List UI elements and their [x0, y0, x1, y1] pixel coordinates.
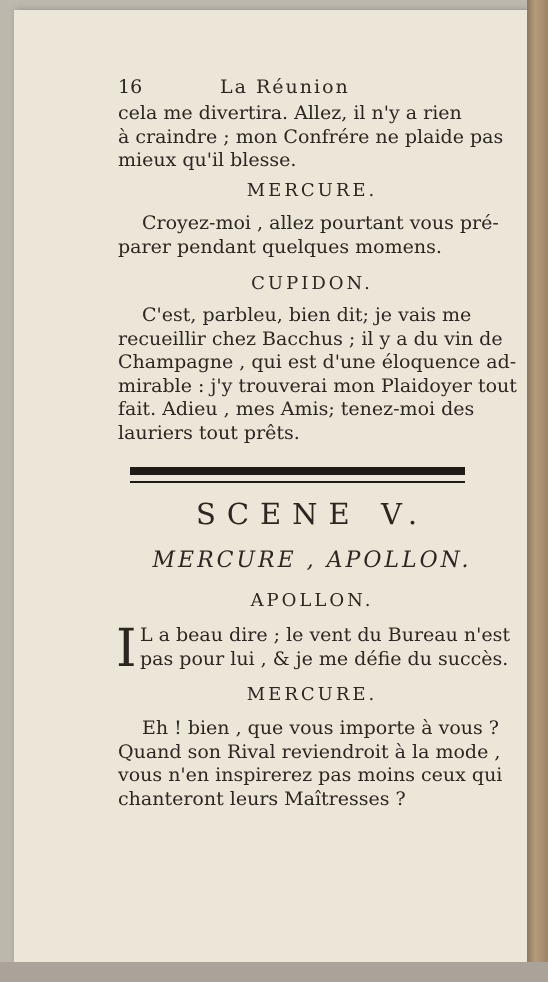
text-line: pas pour lui , & je me défie du succès.: [140, 647, 509, 670]
text-line: mirable : j'y trouverai mon Plaidoyer tout: [118, 374, 517, 397]
text-line: Quand son Rival reviendroit à la mode ,: [118, 740, 501, 763]
text-line: fait. Adieu , mes Amis; tenez-moi des: [118, 398, 475, 420]
ornament-rule: [130, 467, 465, 475]
text-line: Eh ! bien , que vous importe à vous ?: [142, 717, 499, 739]
text-line: lauriers tout prêts.: [118, 421, 300, 444]
text-line: mieux qu'il blesse.: [118, 149, 297, 171]
speaker-name: MERCURE.: [246, 180, 378, 201]
text-line: Champagne , qui est d'une éloquence ad-: [118, 351, 517, 373]
running-title: La Réunion: [220, 76, 350, 98]
drop-capital: I: [116, 619, 137, 679]
scene-title: SCENE V.: [195, 497, 429, 531]
text-line: cela me divertira. Allez, il n'y a rien: [118, 102, 462, 124]
scene-persons: MERCURE , APOLLON.: [152, 548, 472, 573]
paragraph-apollon: [140, 624, 510, 671]
speaker-name: MERCURE.: [246, 684, 378, 705]
text-line: vous n'en inspirerez pas moins ceux qui: [118, 764, 503, 786]
text-line: parer pendant quelques momens.: [118, 235, 442, 258]
paragraph-mercure-2: [118, 717, 506, 811]
text-line: recueillir chez Bacchus ; il y a du vin de: [118, 327, 503, 350]
paragraph-top: [118, 102, 506, 173]
speaker-name: APOLLON.: [250, 590, 374, 611]
book-spine: [527, 0, 548, 982]
paragraph-mercure: [118, 212, 506, 259]
paragraph-cupidon: [118, 304, 517, 445]
page-header: [118, 76, 506, 98]
speaker-name: CUPIDON.: [251, 273, 373, 294]
ornament-rule-thin: [130, 481, 465, 483]
page-bottom-edge: [0, 962, 548, 982]
text-line: chanteront leurs Maîtresses ?: [118, 787, 406, 810]
text-line: L a beau dire ; le vent du Bureau n'est: [140, 624, 510, 646]
page-number: 16: [118, 76, 143, 98]
text-line: à craindre ; mon Confrére ne plaide pas: [118, 125, 504, 148]
text-line: C'est, parbleu, bien dit; je vais me: [142, 304, 472, 326]
text-line: Croyez-moi , allez pourtant vous pré-: [142, 212, 499, 234]
